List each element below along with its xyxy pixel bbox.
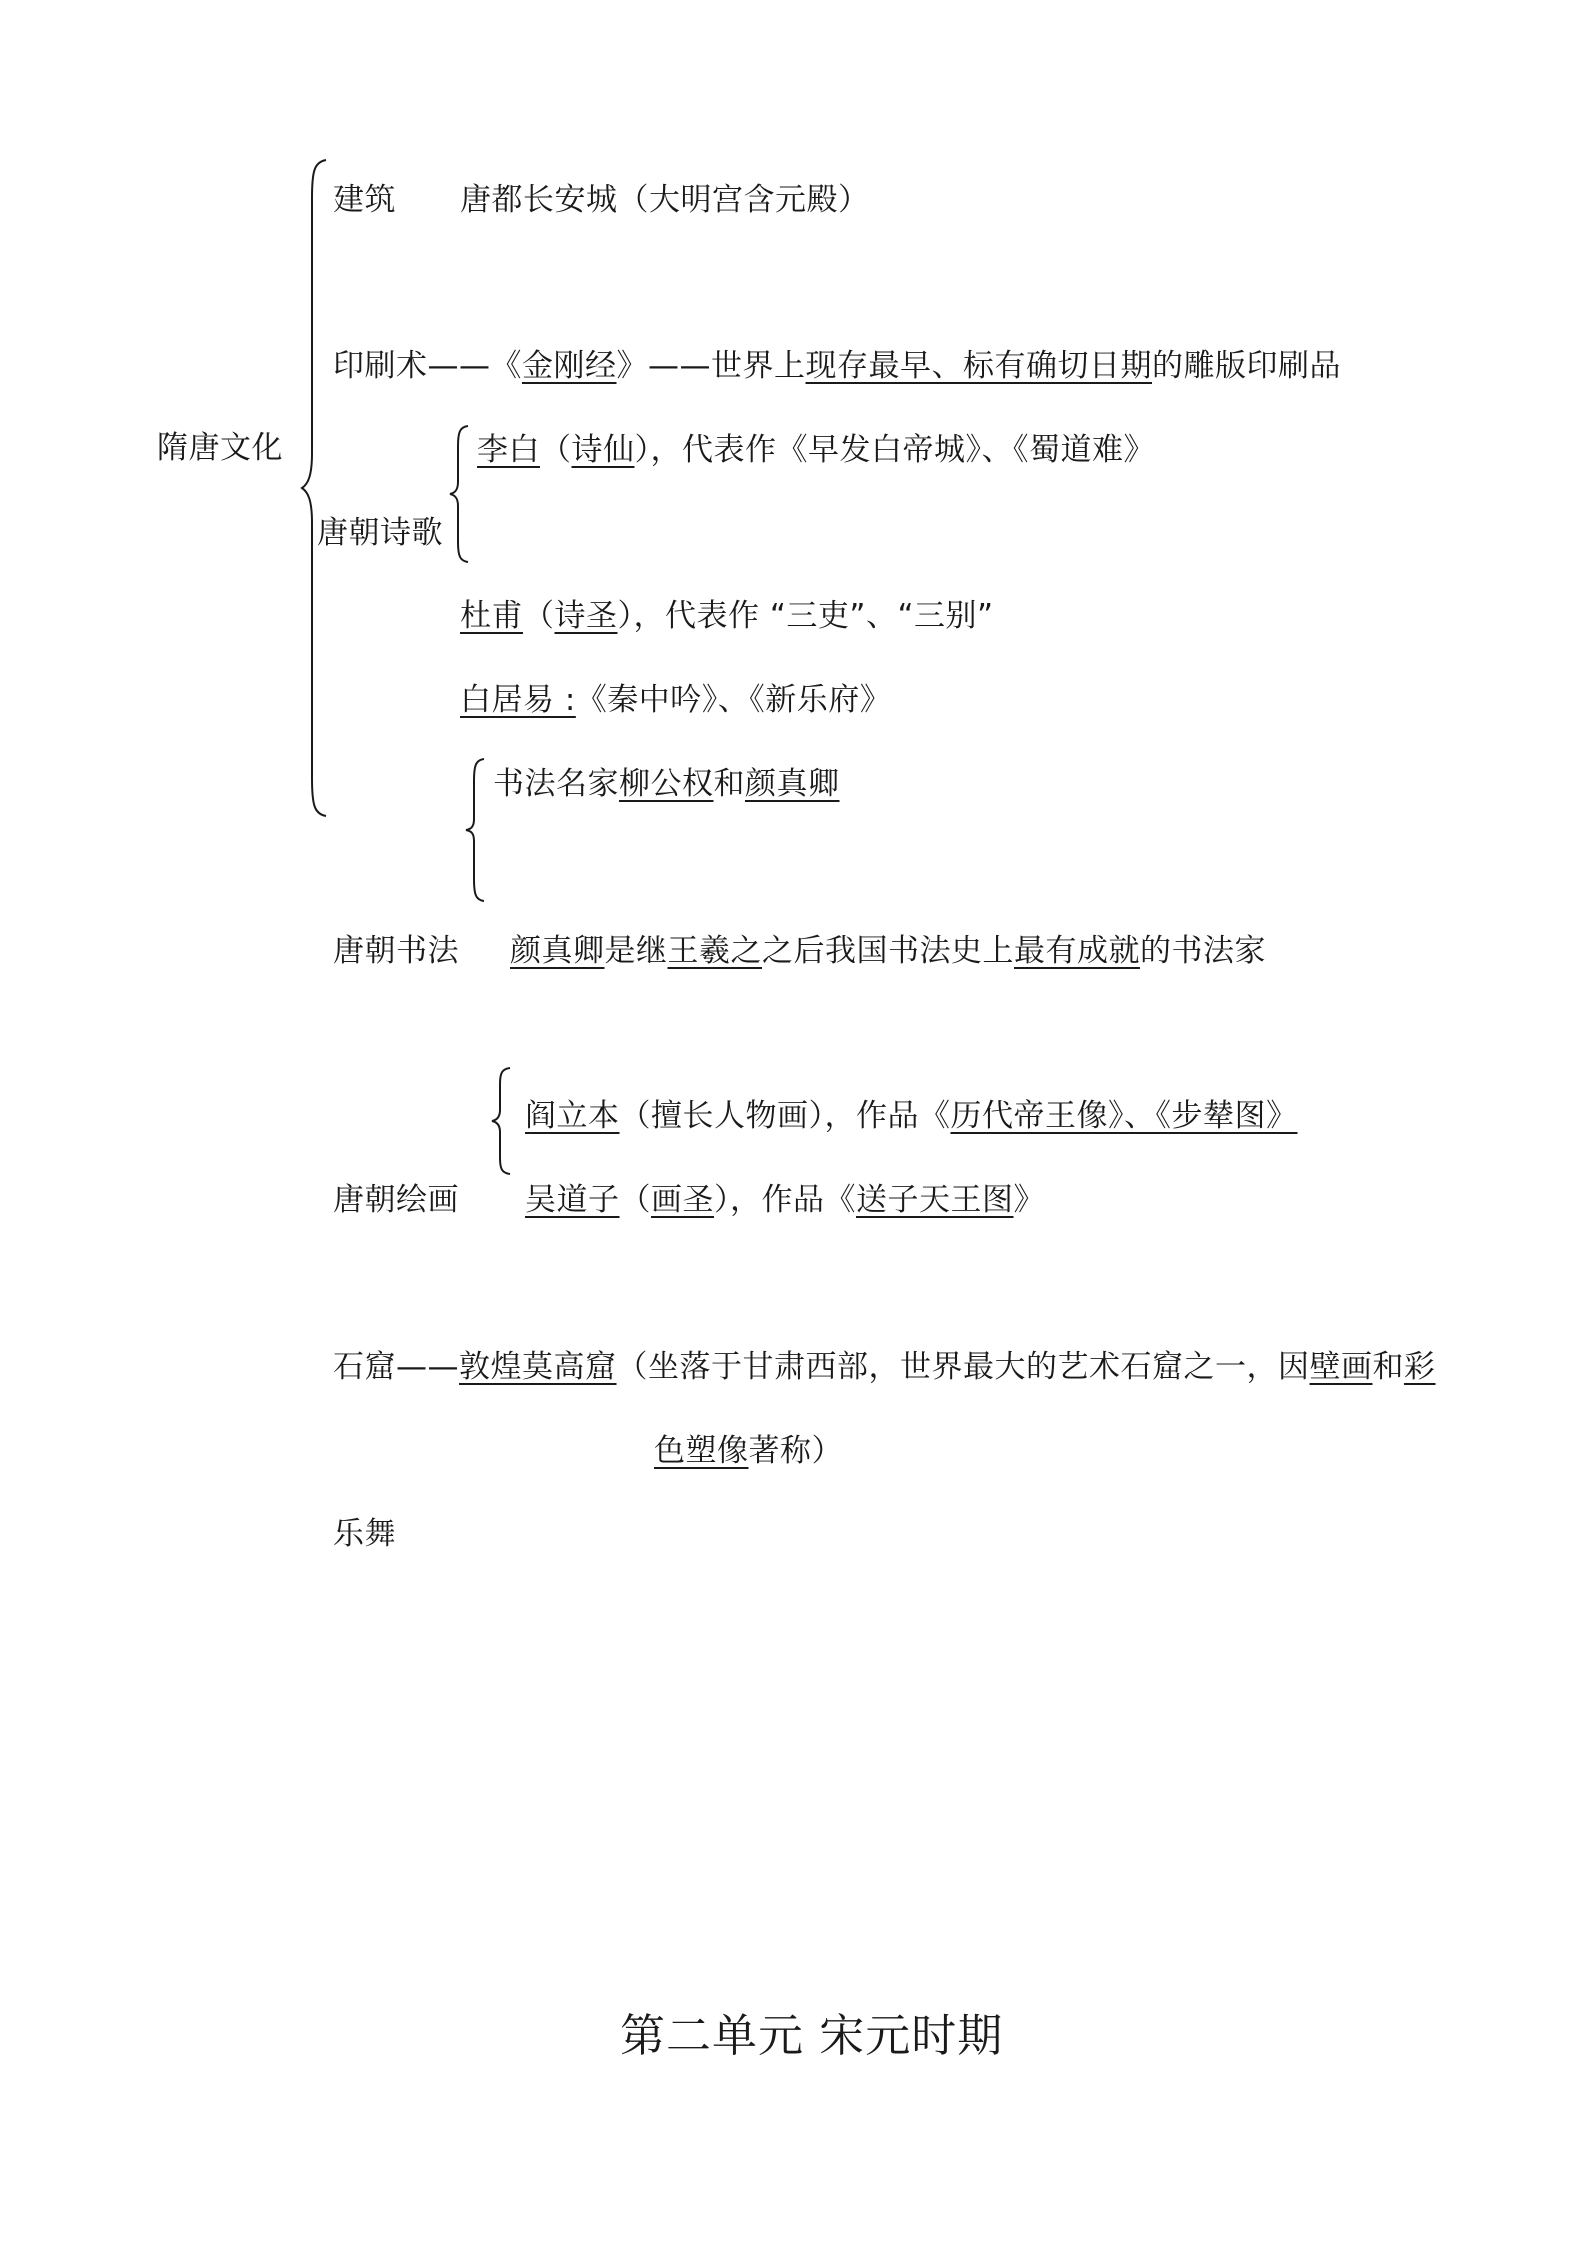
- printing-line: [333, 346, 1341, 386]
- wu-daozi-name: 吴道子: [525, 1182, 620, 1218]
- li-bai-works: ），代表作《早发白帝城》、《蜀道难》: [634, 432, 1155, 468]
- li-bai-paren: （: [540, 432, 572, 468]
- wang-xizhi: 王羲之: [667, 933, 762, 969]
- du-fu-works: ），代表作 “三吏”、“三别”: [617, 598, 994, 634]
- calligraphy-label: 唐朝书法: [333, 933, 459, 969]
- calligraphy-mid: 是继: [604, 933, 668, 969]
- grottoes-and: 和: [1372, 1349, 1404, 1385]
- li-bai-name: 李白: [477, 432, 540, 468]
- grottoes-line-2: [654, 1431, 843, 1471]
- calligraphy-brace: [464, 757, 488, 903]
- murals: 壁画: [1309, 1349, 1373, 1385]
- du-fu-name: 杜甫: [460, 598, 523, 634]
- grottoes-tail: 著称）: [748, 1433, 843, 1469]
- printing-desc-tail: 的雕版印刷品: [1152, 348, 1341, 384]
- grottoes-line-1: [333, 1347, 1436, 1387]
- painted-sculptures: 色塑像: [654, 1433, 749, 1469]
- yan-liben-name: 阎立本: [525, 1098, 620, 1134]
- yan-liben-work-2: 步辇图》: [1171, 1098, 1298, 1134]
- poetry-label: 唐朝诗歌: [317, 515, 443, 551]
- printing-book-open: 《: [490, 348, 522, 384]
- wu-daozi-work: 送子天王图: [856, 1182, 1014, 1218]
- wu-daozi-title: 画圣: [651, 1182, 714, 1218]
- li-bai-line: [477, 430, 1155, 470]
- architecture-label: 建筑: [333, 182, 396, 218]
- yan-liben-line: [525, 1096, 1298, 1136]
- du-fu-paren: （: [523, 598, 555, 634]
- wu-daozi-close: 》: [1013, 1182, 1045, 1218]
- bai-juyi-name: 白居易 :: [460, 682, 576, 718]
- du-fu-title: 诗圣: [554, 598, 618, 634]
- printing-book: 金刚经: [522, 348, 617, 384]
- grottoes-label: 石窟——: [333, 1349, 459, 1385]
- painted: 彩: [1404, 1349, 1436, 1385]
- printing-desc-underlined: 现存最早、标有确切日期: [805, 348, 1152, 384]
- root-label: 隋唐文化: [157, 430, 283, 466]
- section-title: 第二单元 宋元时期: [620, 2009, 1004, 2062]
- poetry-brace: [448, 424, 472, 564]
- music-label: 乐舞: [333, 1516, 396, 1552]
- bai-juyi-line: [460, 680, 891, 720]
- main-brace: [300, 158, 330, 818]
- liu-gongquan: 柳公权: [619, 766, 714, 802]
- architecture-content: 唐都长安城（大明宫含元殿）: [460, 182, 870, 218]
- wu-daozi-line: [525, 1180, 1045, 1220]
- mogao-caves: 敦煌莫高窟: [459, 1349, 617, 1385]
- most-accomplished: 最有成就: [1014, 933, 1140, 969]
- calligraphy-line-1: [493, 764, 840, 804]
- printing-dash: ——世界上: [648, 348, 806, 384]
- wu-daozi-paren: （: [619, 1182, 651, 1218]
- painting-brace: [490, 1066, 514, 1176]
- yan-liben-desc: （擅长人物画），作品《: [619, 1098, 951, 1134]
- yan-zhenqing: 颜真卿: [745, 766, 840, 802]
- calligraphy-tail: 的书法家: [1140, 933, 1266, 969]
- printing-book-close: 》: [616, 348, 648, 384]
- painting-label: 唐朝绘画: [333, 1182, 459, 1218]
- yan-liben-work-1: 历代帝王像: [950, 1098, 1108, 1134]
- grottoes-desc: （坐落于甘肃西部，世界最大的艺术石窟之一，因: [616, 1349, 1310, 1385]
- calligraphy-line-2: [510, 931, 1266, 971]
- yan-zhenqing-2: 颜真卿: [510, 933, 605, 969]
- calligraphy-mid-2: 之后我国书法史上: [762, 933, 1014, 969]
- du-fu-line: [460, 596, 994, 636]
- li-bai-title: 诗仙: [571, 432, 635, 468]
- bai-juyi-works: 《秦中吟》、《新乐府》: [575, 682, 892, 718]
- printing-label: 印刷术——: [333, 348, 491, 384]
- yan-liben-sep: 》、《: [1108, 1098, 1172, 1134]
- wu-daozi-desc: ），作品《: [714, 1182, 856, 1218]
- calligraphy-and: 和: [713, 766, 745, 802]
- calligraphy-prefix: 书法名家: [493, 766, 619, 802]
